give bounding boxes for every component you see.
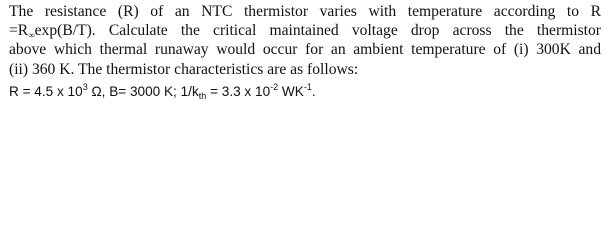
- resistance-unit: Ω, B= 3000 K; 1/k: [87, 83, 199, 99]
- problem-text: [9, 2, 601, 101]
- paragraph-line-2: [9, 21, 601, 40]
- infinity-subscript: ∞: [28, 30, 35, 41]
- equation-end: .: [311, 83, 316, 99]
- paragraph-line-4: (ii) 360 K. The thermistor characteristics are as follows:: [9, 60, 359, 78]
- problem-paragraph: [9, 2, 601, 79]
- dissipation-exponent: -2: [270, 81, 279, 92]
- thermal-subscript: th: [198, 90, 207, 101]
- dissipation-value: = 3.3 x 10: [206, 83, 271, 99]
- dissipation-unit: WK: [278, 83, 304, 99]
- characteristics-equation: [9, 82, 601, 101]
- paragraph-line-1: The resistance (R) of an NTC thermistor varies with temperature according to R: [9, 3, 601, 20]
- paragraph-line-3: above which thermal runaway would occur for an ambient temperature of (i) 300K and: [9, 41, 601, 59]
- formula-r-infinity: =R: [9, 22, 29, 40]
- resistance-value: R = 4.5 x 10: [9, 83, 83, 99]
- paragraph-line-2-rest: exp(B/T). Calculate the critical maintained voltage drop across the thermistor: [34, 22, 601, 40]
- resistance-exponent: 3: [82, 81, 88, 92]
- dissipation-unit-exponent: -1: [303, 81, 312, 92]
